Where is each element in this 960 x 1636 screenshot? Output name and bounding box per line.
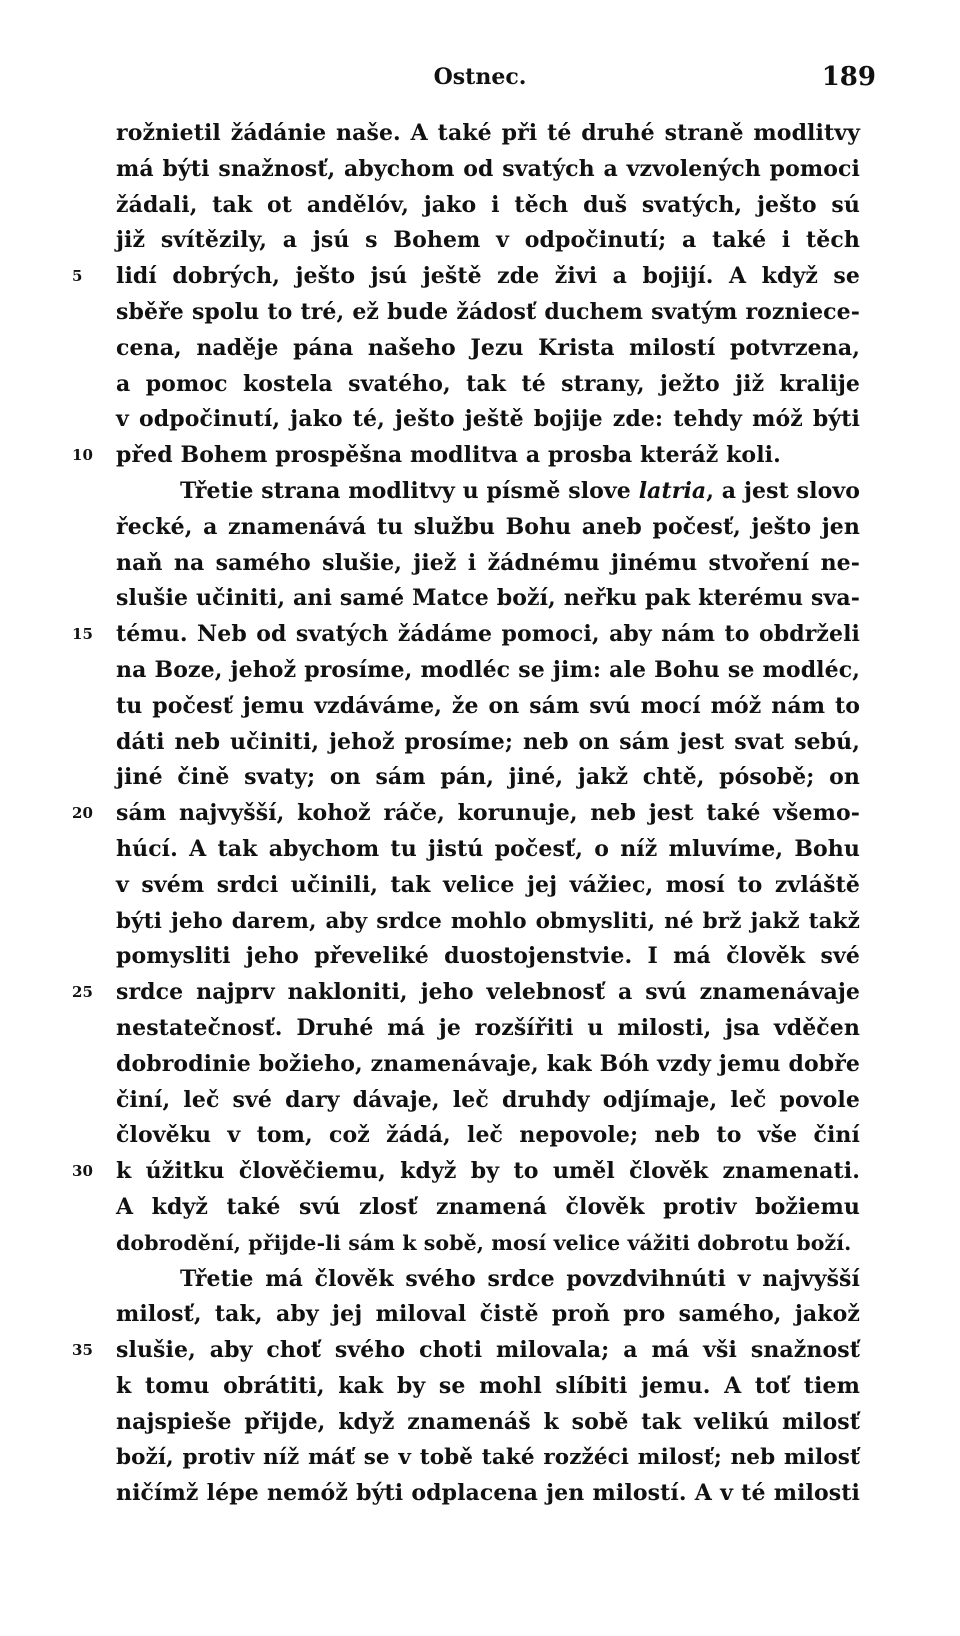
running-title: Ostnec. xyxy=(433,64,527,90)
line-text: sám najvyšší, kohož ráče, korunuje, neb jest také všemo- xyxy=(116,800,860,827)
text-line xyxy=(116,1405,860,1441)
text-line xyxy=(116,331,860,367)
line-number: 35 xyxy=(72,1341,94,1360)
line-text: k úžitku člověčiemu, když by to uměl člověk znamenati. xyxy=(116,1158,860,1185)
line-text: boží, protiv níž máť se v tobě také rozžéci milosť; neb milosť xyxy=(116,1445,860,1471)
text-line xyxy=(72,259,860,295)
line-text: v odpočinutí, jako té, ješto ještě bojije zde: tehdy móž býti xyxy=(116,406,860,433)
text-line xyxy=(72,617,860,653)
text-line xyxy=(116,1047,860,1083)
text-line xyxy=(116,868,860,904)
text-line xyxy=(116,1190,860,1226)
text-line xyxy=(116,1369,860,1405)
line-text: lidí dobrých, ješto jsú ještě zde živi a bojijí. A když se xyxy=(116,263,860,290)
text-line xyxy=(116,1226,860,1262)
line-text: ničímž lépe nemóž býti odplacena jen milostí. A v té milosti xyxy=(116,1480,860,1507)
body-text xyxy=(72,116,861,1512)
line-text: A když také svú zlosť znamená člověk protiv božiemu xyxy=(116,1193,860,1220)
line-text: jiné čině svaty; on sám pán, jiné, jakž chtě, pósobě; on xyxy=(116,764,860,791)
text-line xyxy=(116,1011,860,1047)
text-line xyxy=(72,1333,860,1369)
line-text: nestatečnosť. Druhé má je rozšířiti u milosti, jsa vděčen xyxy=(116,1014,860,1041)
text-line xyxy=(116,1297,860,1333)
text-line xyxy=(116,653,860,689)
line-text: na Boze, jehož prosíme, modléc se jim: ale Bohu se modléc, xyxy=(116,656,860,683)
text-line xyxy=(116,832,860,868)
text-line xyxy=(116,1083,860,1119)
line-text: má býti snažnosť, abychom od svatých a vzvolených pomoci xyxy=(116,155,860,182)
line-text: Třetie má člověk svého srdce povzdvihnúti v najvyšší xyxy=(180,1265,860,1292)
text-line xyxy=(116,760,860,796)
line-text: k tomu obrátiti, kak by se mohl slíbiti jemu. A toť tiem xyxy=(116,1372,860,1399)
line-text: rožnietil žádánie naše. A také při té druhé straně modlitvy xyxy=(116,120,860,146)
line-text: býti jeho darem, aby srdce mohlo obmysliti, né brž jakž takž xyxy=(116,908,860,934)
text-line xyxy=(72,796,860,832)
line-text: slušie, aby choť svého choti milovala; a má vši snažnosť xyxy=(116,1337,860,1364)
line-text: řecké, a znamenává tu službu Bohu aneb počesť, ješto jen xyxy=(116,513,860,540)
text-line xyxy=(72,1154,860,1190)
text-line xyxy=(116,689,860,725)
line-number: 5 xyxy=(72,267,83,286)
text-line xyxy=(116,1440,860,1476)
line-text: naň na samého slušie, jiež i žádnému jinému stvoření ne- xyxy=(116,549,860,576)
line-text: dáti neb učiniti, jehož prosíme; neb on sám jest svat sebú, xyxy=(116,728,860,755)
text-line xyxy=(116,295,860,331)
text-line xyxy=(72,438,860,474)
text-line xyxy=(116,510,860,546)
line-text: před Bohem prospěšna modlitva a prosba kteráž koli. xyxy=(116,442,781,469)
line-text: milosť, tak, aby jej miloval čistě proň pro samého, jakož xyxy=(116,1301,860,1328)
text-line xyxy=(116,402,860,438)
text-line xyxy=(116,546,860,582)
line-text: a pomoc kostela svatého, tak té strany, ježto již kralije xyxy=(116,370,860,397)
line-number: 20 xyxy=(72,804,94,823)
text-line xyxy=(116,1262,860,1298)
line-text: cena, naděje pána našeho Jezu Krista milostí potvrzena, xyxy=(116,334,860,361)
line-text: sběře spolu to tré, ež bude žádosť duchem svatým rozniece- xyxy=(116,298,860,325)
line-number: 30 xyxy=(72,1162,94,1181)
line-text: tu počesť jemu vzdáváme, že on sám svú mocí móž nám to xyxy=(116,692,860,719)
line-text: najspieše přijde, když znamenáš k sobě tak velikú milosť xyxy=(116,1408,860,1435)
line-text: žádali, tak ot andělóv, jako i těch duš svatých, ješto sú xyxy=(116,191,860,218)
text-line xyxy=(116,474,860,510)
text-line xyxy=(116,223,860,259)
text-line xyxy=(116,939,860,975)
text-line xyxy=(116,725,860,761)
line-text: již svítězily, a jsú s Bohem v odpočinutí; a také i těch xyxy=(116,227,860,254)
line-number: 15 xyxy=(72,625,94,644)
line-number: 25 xyxy=(72,983,94,1002)
text-line xyxy=(116,367,860,403)
text-line xyxy=(116,1476,860,1512)
text-line xyxy=(116,904,860,940)
text-line xyxy=(116,116,860,152)
line-text: Třetie strana modlitvy u písmě slove latria, a jest slovo xyxy=(180,477,861,504)
line-text: tému. Neb od svatých žádáme pomoci, aby nám to obdrželi xyxy=(116,621,860,648)
page-number: 189 xyxy=(821,62,876,92)
italic-term: latria xyxy=(638,477,707,504)
text-line xyxy=(116,1118,860,1154)
line-number: 10 xyxy=(72,446,94,465)
line-text: pomysliti jeho převeliké duostojenstvie. I má člověk své xyxy=(116,943,860,970)
line-text: húcí. A tak abychom tu jistú počesť, o níž mluvíme, Bohu xyxy=(116,835,860,862)
line-text: srdce najprv nakloniti, jeho velebnosť a svú znamenávaje xyxy=(116,979,860,1006)
line-text: činí, leč své dary dávaje, leč druhdy odjímaje, leč povole xyxy=(116,1086,860,1113)
line-text: v svém srdci učinili, tak velice jej vážiec, mosí to zvláště xyxy=(116,871,860,898)
text-line xyxy=(72,975,860,1011)
text-line xyxy=(116,152,860,188)
line-text: dobrodění, přijde-li sám k sobě, mosí velice vážiti dobrotu boží. xyxy=(116,1230,852,1255)
page-header xyxy=(0,60,960,100)
line-text: dobrodinie božieho, znamenávaje, kak Bóh vzdy jemu dobře xyxy=(116,1050,860,1077)
line-text: člověku v tom, což žádá, leč nepovole; neb to vše činí xyxy=(116,1122,860,1149)
text-line xyxy=(116,581,860,617)
line-text: slušie učiniti, ani samé Matce boží, neřku pak kterému sva- xyxy=(116,585,860,612)
text-line xyxy=(116,188,860,224)
